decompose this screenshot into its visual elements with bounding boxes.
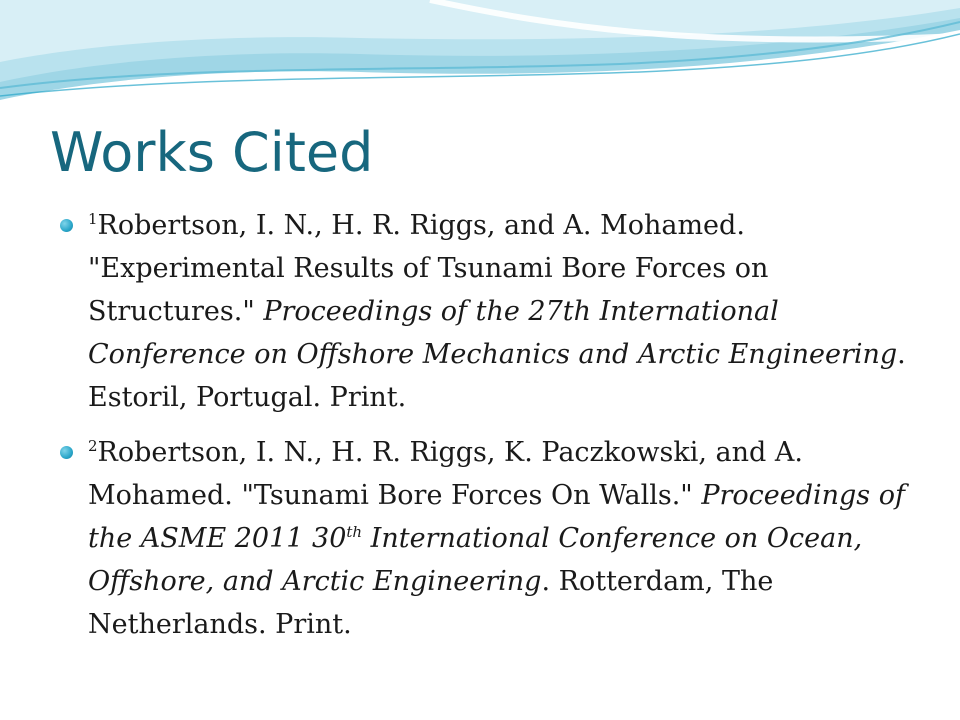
header-wave-decoration bbox=[0, 0, 960, 110]
reference-publication: . Rotterdam, The Netherlands. Print. bbox=[88, 566, 774, 640]
reference-authors: Robertson, I. N., H. R. Riggs, K. Paczkowski, and A. Mohamed. bbox=[88, 437, 803, 511]
reference-item bbox=[58, 204, 918, 419]
bullet-icon bbox=[60, 219, 73, 232]
reference-source: Proceedings of the 27th International Conference on Offshore Mechanics and Arctic Engineering bbox=[88, 296, 898, 370]
reference-article-title: "Tsunami Bore Forces On Walls." bbox=[241, 480, 693, 511]
references-list bbox=[58, 204, 918, 658]
reference-article-title: "Experimental Results of Tsunami Bore Forces on Structures." bbox=[88, 253, 769, 327]
reference-number: 1 bbox=[88, 210, 98, 228]
reference-authors: Robertson, I. N., H. R. Riggs, and A. Mohamed. bbox=[97, 210, 745, 241]
reference-source: Proceedings of the ASME 2011 30th International Conference on Ocean, Offshore, and Arctic Engineering bbox=[88, 480, 905, 597]
reference-item bbox=[58, 431, 918, 646]
reference-number: 2 bbox=[88, 437, 98, 455]
bullet-icon bbox=[60, 446, 73, 459]
slide-title: Works Cited bbox=[50, 121, 374, 184]
reference-publication: . Estoril, Portugal. Print. bbox=[88, 339, 906, 413]
